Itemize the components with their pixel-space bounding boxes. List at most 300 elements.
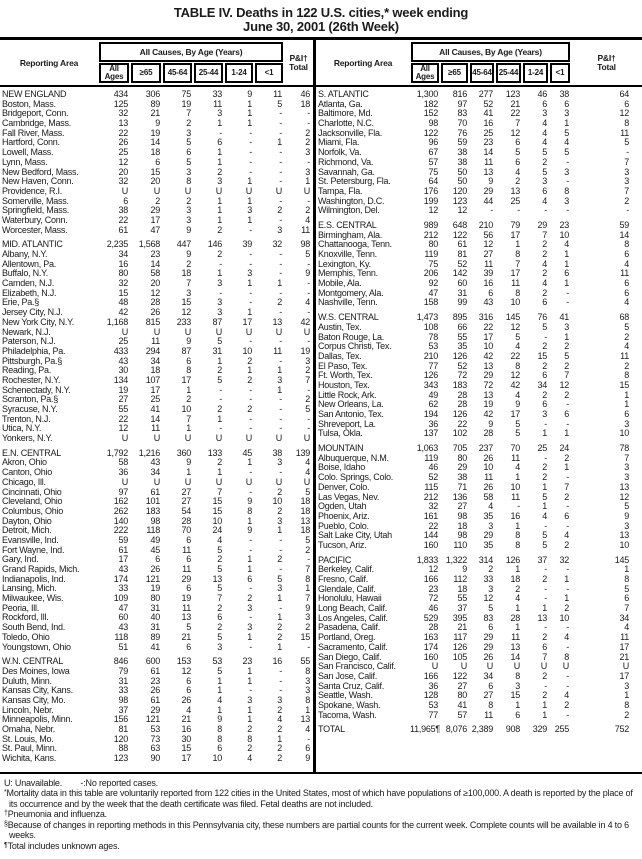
value-cell: 7 (217, 593, 222, 604)
value-cell: 13 (510, 641, 520, 652)
table-row (316, 250, 642, 260)
value-cell: 1 (247, 457, 252, 468)
reporting-area-cell: Ogden, Utah (318, 502, 367, 512)
pi-total-header (284, 40, 313, 85)
value-cell: 58 (483, 491, 493, 502)
value-cell: 23 (428, 583, 438, 594)
value-cell: 4 (217, 534, 222, 545)
value-cell: - (279, 307, 282, 318)
value-cell: 14 (510, 651, 520, 662)
value-cell: 7 (564, 370, 569, 381)
value-cell: 2 (247, 593, 252, 604)
value-cell: - (307, 423, 310, 434)
value-cell: 71 (457, 481, 467, 492)
value-cell: - (249, 166, 252, 177)
value-cell: 5 (217, 631, 222, 642)
table-row (316, 323, 642, 333)
reporting-area-cell: Chicago, Ill. (2, 477, 46, 487)
value-cell: 62 (428, 399, 438, 410)
value-cell: 1 (247, 98, 252, 109)
value-cell: 18 (510, 574, 520, 584)
value-cell: 60 (457, 278, 467, 289)
value-cell: 105 (452, 651, 467, 662)
value-cell: - (249, 641, 252, 652)
reporting-area-cell: Colo. Springs, Colo. (318, 473, 394, 483)
value-cell: 11 (182, 564, 191, 574)
value-cell: - (307, 384, 310, 395)
value-cell: 1 (305, 176, 310, 187)
value-cell: 11 (182, 602, 191, 613)
value-cell: 36 (428, 418, 438, 429)
value-cell: 16 (272, 656, 282, 667)
value-cell: 11 (151, 423, 160, 434)
value-cell: 88 (118, 743, 128, 754)
value-cell: 52 (457, 258, 467, 269)
table-row (316, 463, 642, 473)
value-cell: 32 (118, 176, 128, 187)
value-cell: 126 (505, 554, 520, 565)
table-row (316, 231, 642, 241)
value-cell: 6 (186, 355, 191, 366)
reporting-area-cell: Paterson, N.J. (2, 337, 56, 347)
table-row (316, 148, 642, 158)
value-cell: 5 (542, 147, 547, 158)
value-cell: 3 (624, 418, 629, 429)
value-cell: 11 (484, 156, 493, 167)
value-cell: 23 (150, 675, 160, 686)
value-cell: 2 (542, 239, 547, 250)
value-cell: 64 (619, 89, 629, 99)
value-cell: 1 (542, 428, 547, 439)
value-cell: 2 (542, 389, 547, 400)
value-cell: 3 (305, 612, 310, 623)
value-cell: - (219, 423, 222, 434)
value-cell: U (215, 185, 222, 196)
value-cell: 4 (564, 137, 569, 148)
value-cell: 1 (247, 704, 252, 715)
value-cell: 53 (428, 341, 438, 352)
value-cell: 109 (113, 593, 128, 604)
reporting-area-cell: Lansing, Mich. (2, 584, 57, 594)
value-cell: 10 (619, 428, 629, 439)
reporting-area-cell: Nashville, Tenn. (318, 298, 378, 308)
value-cell: 4 (277, 714, 282, 725)
value-cell: 1 (247, 108, 252, 119)
value-cell: 17 (510, 409, 520, 419)
region-section (0, 240, 313, 443)
table-row (0, 434, 313, 444)
value-cell: 122 (423, 127, 438, 138)
value-cell: 33 (118, 685, 128, 696)
value-cell: - (307, 287, 310, 298)
reporting-area-cell: TOTAL (318, 725, 345, 735)
reporting-area-cell: Lowell, Mass. (2, 148, 54, 158)
value-cell: 10 (483, 341, 493, 352)
value-cell: 35 (483, 539, 493, 550)
value-cell: 6 (186, 583, 191, 594)
value-cell: 2 (542, 360, 547, 371)
reporting-area-cell: San Jose, Calif. (318, 671, 378, 681)
value-cell: 75 (428, 166, 438, 177)
reporting-area-cell: New York City, N.Y. (2, 317, 74, 327)
value-cell: - (544, 520, 547, 531)
value-cell: - (249, 423, 252, 434)
value-cell: - (307, 554, 310, 565)
table-row (316, 623, 642, 633)
value-cell: 14 (619, 229, 629, 240)
value-cell: 8 (624, 574, 629, 584)
value-cell: 600 (145, 656, 160, 667)
value-cell: 19 (300, 345, 310, 356)
value-cell: 70 (181, 525, 191, 536)
value-cell: 1 (542, 603, 547, 614)
value-cell: 7 (542, 651, 547, 662)
reporting-area-cell: Jersey City, N.J. (2, 308, 63, 318)
value-cell: 12 (510, 127, 520, 138)
table-row (316, 187, 642, 197)
value-cell: 4 (305, 724, 310, 734)
table-row (316, 643, 642, 653)
value-cell: 3 (217, 641, 222, 652)
value-cell: - (249, 467, 252, 478)
reporting-area-cell: Pasadena, Calif. (318, 623, 381, 633)
value-cell: 87 (212, 316, 222, 327)
value-cell: U (245, 185, 252, 196)
value-cell: 10 (272, 496, 282, 507)
reporting-area-cell: Denver, Colo. (318, 482, 370, 492)
table-row (316, 138, 642, 148)
table-row (316, 493, 642, 503)
value-cell: 18 (300, 496, 310, 507)
value-cell: 43 (483, 297, 493, 308)
value-cell: U (153, 476, 160, 487)
table-row (316, 633, 642, 643)
value-cell: - (566, 501, 569, 512)
reporting-area-cell: Sacramento, Calif. (318, 642, 388, 652)
value-cell: 126 (452, 641, 467, 652)
value-cell: 1 (564, 249, 569, 259)
col-header-all-ages: All Ages (99, 63, 129, 83)
value-cell: 9 (515, 399, 520, 410)
footnotes (0, 778, 642, 852)
value-cell: 33 (212, 89, 222, 99)
value-cell: - (279, 127, 282, 138)
reporting-area-cell: Birmingham, Ala. (318, 230, 383, 240)
value-cell: 5 (564, 127, 569, 138)
value-cell: 395 (452, 612, 467, 623)
value-cell: 6 (186, 147, 191, 158)
table-row (316, 701, 642, 711)
value-cell: 3 (542, 108, 547, 119)
reporting-area-cell: Peoria, Ill. (2, 603, 40, 613)
value-cell: 19 (181, 98, 191, 109)
value-cell: 27 (181, 496, 191, 507)
value-cell: 1 (564, 574, 569, 584)
value-cell: 13 (118, 118, 128, 129)
reporting-area-cell: Atlanta, Ga. (318, 99, 363, 109)
reporting-area-cell: Albany, N.Y. (2, 250, 48, 259)
value-cell: 1 (247, 665, 252, 676)
value-cell: 25 (510, 195, 520, 206)
value-cell: 6 (217, 137, 222, 148)
value-cell: 1 (515, 520, 520, 531)
value-cell: 1 (217, 675, 222, 686)
value-cell: 2 (186, 394, 191, 405)
reporting-area-cell: Lincoln, Nebr. (2, 705, 54, 715)
value-cell: 98 (457, 530, 467, 541)
value-cell: 6 (624, 249, 629, 259)
reporting-area-cell: St. Petersburg, Fla. (318, 177, 391, 187)
value-cell: 4 (515, 166, 520, 177)
value-cell: 29 (483, 370, 493, 381)
value-cell: 72 (483, 379, 493, 390)
value-cell: - (279, 287, 282, 298)
value-cell: 6 (186, 675, 191, 686)
table-row (316, 672, 642, 682)
reporting-area-cell: San Antonio, Tex. (318, 410, 384, 419)
value-cell: 2 (542, 341, 547, 352)
value-cell: 8 (564, 185, 569, 196)
value-cell: 1 (515, 699, 520, 710)
value-cell: 3 (277, 583, 282, 594)
value-cell: 15 (510, 690, 520, 701)
value-cell: 27 (483, 249, 493, 259)
reporting-area-cell: Buffalo, N.Y. (2, 269, 48, 279)
reporting-area-cell: Phoenix, Ariz. (318, 511, 370, 521)
value-cell: 343 (423, 379, 438, 390)
value-cell: 5 (542, 321, 547, 332)
value-cell: 21 (510, 98, 520, 109)
value-cell: - (517, 205, 520, 216)
value-cell: 13 (619, 530, 629, 541)
value-cell: 6 (217, 612, 222, 623)
value-cell: 17 (118, 554, 128, 565)
value-cell: 10 (510, 481, 520, 492)
value-cell: 10 (483, 462, 493, 473)
value-cell: 5 (624, 501, 629, 512)
value-cell: 2 (542, 472, 547, 483)
table-row (316, 119, 642, 129)
table-row (316, 289, 642, 299)
reporting-area-cell: Glendale, Calif. (318, 584, 376, 594)
value-cell: 1,833 (416, 554, 438, 565)
value-cell: U (184, 433, 191, 444)
value-cell: 12 (428, 205, 438, 216)
value-cell: 98 (457, 510, 467, 521)
value-cell: 2 (542, 690, 547, 701)
value-cell: 101 (145, 496, 160, 507)
reporting-area-cell: Rockford, Ill. (2, 613, 49, 623)
value-cell: 26 (483, 481, 493, 492)
value-cell: 57 (457, 709, 467, 720)
value-cell: 27 (118, 394, 128, 405)
reporting-area-cell: Columbus, Ohio (2, 506, 64, 516)
value-cell: 3 (217, 278, 222, 289)
value-cell: 752 (614, 724, 629, 735)
table-row (316, 541, 642, 551)
reporting-area-cell: Albuquerque, N.M. (318, 453, 389, 463)
pi-total-label: Total (289, 61, 308, 72)
value-cell: 989 (423, 219, 438, 230)
table-row (316, 352, 642, 362)
right-table-body (316, 87, 642, 743)
reporting-area-cell: Camden, N.J. (2, 279, 55, 289)
value-cell: 32 (118, 108, 128, 119)
value-cell: 13 (181, 612, 191, 623)
value-cell: 4 (564, 632, 569, 643)
value-cell: 46 (428, 603, 438, 614)
value-cell: 11 (511, 632, 520, 643)
value-cell: 9 (186, 457, 191, 468)
value-cell: 1,300 (416, 89, 438, 99)
value-cell: 8 (305, 665, 310, 676)
value-cell: 20 (150, 176, 160, 187)
value-cell: 1 (247, 214, 252, 225)
value-cell: 2 (217, 365, 222, 376)
value-cell: 81 (457, 249, 467, 259)
value-cell: U (460, 661, 467, 672)
value-cell: 28 (428, 622, 438, 633)
value-cell: 19 (483, 399, 493, 410)
value-cell: 1 (247, 675, 252, 686)
value-cell: 2 (564, 452, 569, 463)
value-cell: 2 (155, 195, 160, 206)
value-cell: 3 (247, 602, 252, 613)
reporting-area-cell: Minneapolis, Minn. (2, 715, 73, 725)
value-cell: 12 (118, 423, 128, 434)
value-cell: 38 (457, 156, 467, 167)
value-cell: 316 (478, 312, 493, 323)
reporting-area-cell: Wichita, Kans. (2, 754, 57, 764)
value-cell: 16 (483, 278, 493, 289)
value-cell: 76 (537, 312, 547, 323)
table-row (316, 473, 642, 483)
value-cell: 16 (181, 724, 191, 734)
value-cell: 6 (155, 554, 160, 565)
value-cell: 2 (542, 287, 547, 298)
value-cell: 5 (186, 137, 191, 148)
value-cell: 26 (483, 651, 493, 662)
value-cell: 5 (515, 418, 520, 429)
value-cell: 2 (277, 486, 282, 497)
value-cell: 27 (483, 690, 493, 701)
value-cell: 122 (452, 670, 467, 681)
value-cell: 2 (247, 743, 252, 754)
table-row (316, 410, 642, 420)
value-cell: 20 (150, 278, 160, 289)
value-cell: 161 (423, 510, 438, 521)
reporting-area-cell: Washington, D.C. (318, 196, 385, 206)
reporting-area-cell: Seattle, Wash. (318, 691, 373, 701)
value-cell: 60 (118, 612, 128, 623)
value-cell: - (544, 331, 547, 342)
value-cell: 9 (217, 714, 222, 725)
value-cell: 2 (305, 127, 310, 138)
value-cell: 8,076 (445, 724, 467, 735)
value-cell: 33 (118, 583, 128, 594)
value-cell: 49 (150, 534, 160, 545)
value-cell: 17 (150, 384, 160, 395)
value-cell: 9 (305, 753, 310, 764)
value-cell: 115 (424, 481, 438, 492)
value-cell: 12 (559, 379, 569, 390)
value-cell: 26 (150, 307, 160, 318)
value-cell: 210 (423, 350, 438, 361)
value-cell: 12 (619, 491, 629, 502)
value-cell: 2 (186, 258, 191, 269)
value-cell: 3 (305, 675, 310, 686)
value-cell: 2 (305, 205, 310, 216)
value-cell: U (215, 326, 222, 337)
value-cell: 174 (113, 573, 128, 584)
value-cell: - (307, 156, 310, 167)
value-cell: 3 (247, 694, 252, 705)
value-cell: 5 (305, 249, 310, 259)
value-cell: 2 (247, 355, 252, 366)
value-cell: - (249, 249, 252, 259)
table-row (316, 512, 642, 522)
value-cell: 3 (277, 694, 282, 705)
value-cell: 44 (483, 195, 493, 206)
value-cell: - (279, 195, 282, 206)
value-cell: 23 (559, 219, 569, 230)
value-cell: - (279, 118, 282, 129)
value-cell: 1 (217, 413, 222, 424)
col-header-25-44: 25-44 (496, 63, 521, 83)
value-cell: 110 (453, 539, 467, 550)
value-cell: 32 (428, 501, 438, 512)
value-cell: 13 (483, 166, 493, 177)
value-cell: U (540, 661, 547, 672)
value-cell: 5 (542, 166, 547, 177)
value-cell: 8 (488, 699, 493, 710)
value-cell: 1 (515, 564, 520, 575)
value-cell: 46 (428, 462, 438, 473)
value-cell: 128 (423, 690, 438, 701)
value-cell: 9 (305, 602, 310, 613)
value-cell: 78 (428, 331, 438, 342)
value-cell: 18 (457, 520, 467, 531)
value-cell: 80 (118, 268, 128, 279)
value-cell: 2 (277, 704, 282, 715)
value-cell: 17 (181, 374, 191, 385)
value-cell: 11 (484, 472, 493, 483)
value-cell: - (566, 176, 569, 187)
reporting-area-cell: E.N. CENTRAL (2, 448, 62, 458)
value-cell: 1,792 (106, 447, 128, 458)
value-cell: 447 (176, 239, 191, 250)
value-cell: 648 (452, 219, 467, 230)
value-cell: - (566, 297, 569, 308)
value-cell: 2,389 (471, 724, 493, 735)
value-cell: 12 (510, 370, 520, 381)
value-cell: - (544, 452, 547, 463)
value-cell: 12 (150, 287, 160, 298)
value-cell: 112 (453, 574, 467, 584)
value-cell: 1 (186, 467, 191, 478)
value-cell: 3 (305, 147, 310, 158)
value-cell: - (566, 205, 569, 216)
value-cell: - (249, 336, 252, 347)
value-cell: 70 (457, 118, 467, 129)
value-cell: 53 (150, 724, 160, 734)
value-cell: 6 (515, 709, 520, 720)
value-cell: 10 (181, 404, 191, 414)
value-cell: 5 (624, 583, 629, 594)
value-cell: - (219, 127, 222, 138)
value-cell: 51 (118, 641, 128, 652)
value-cell: 121 (145, 714, 160, 725)
